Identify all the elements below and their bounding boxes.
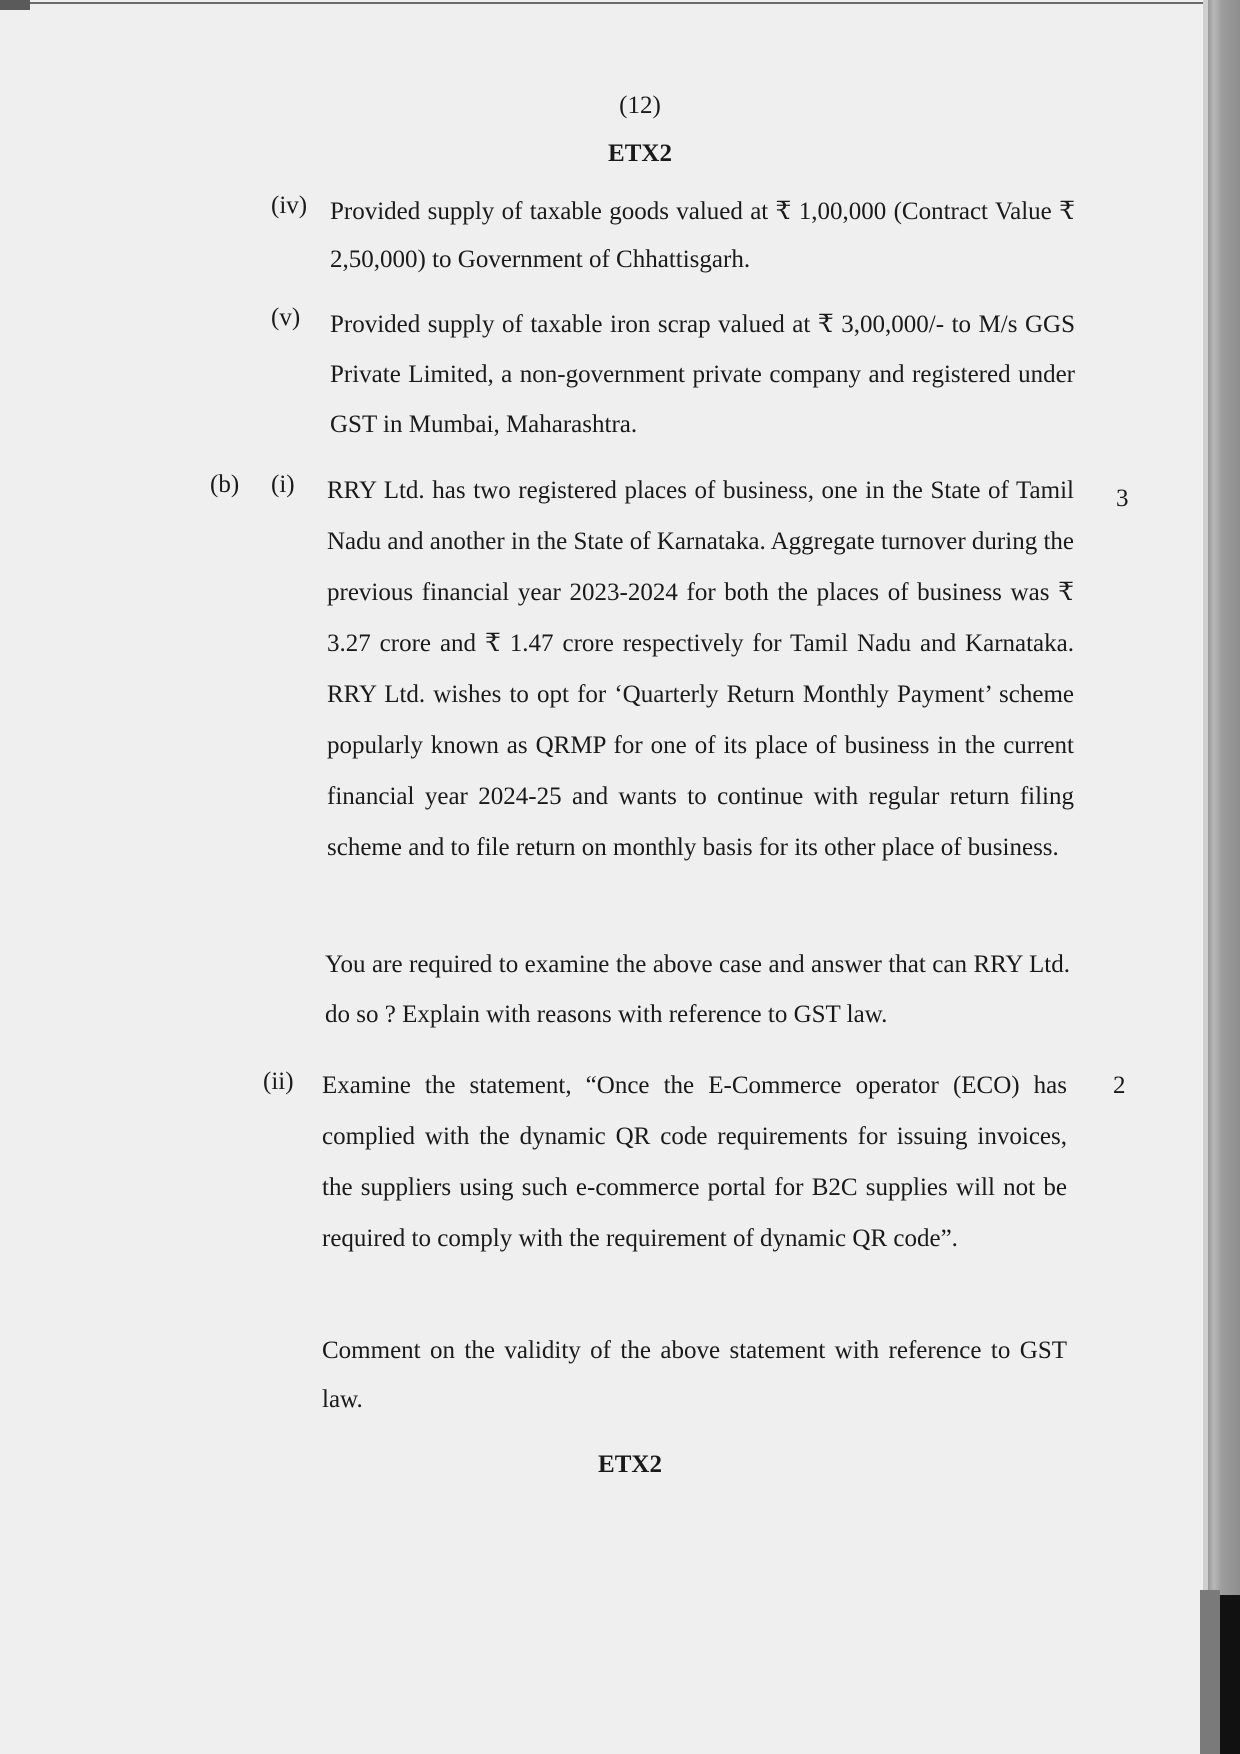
item-b-ii-question: Comment on the validity of the above statement with reference to GST law. [322, 1337, 1067, 1413]
item-b-i-marks: 3 [1116, 485, 1129, 512]
scan-top-edge [0, 2, 1205, 4]
item-iv-label: (iv) [271, 192, 308, 219]
scan-bottom-shadow [1200, 1590, 1220, 1754]
item-b-ii-text: Examine the statement, “Once the E-Commerce operator (ECO) has complied with the dynamic QR code requirements for issuing invoices, the suppliers using such e-commerce portal for B2C supplies will not be required to comply with the requirement of dynamic QR code”. [322, 1072, 1067, 1252]
scan-corner-mark [0, 0, 30, 10]
item-b-i-text: RRY Ltd. has two registered places of business, one in the State of Tamil Nadu and another in the State of Karnataka. Aggregate turnover during the previous financial year 2023-2024 for both the places of business was ₹ 3.27 crore and ₹ 1.47 crore respectively for Tamil Nadu and Karnataka. RRY Ltd. wishes to opt for ‘Quarterly Return Monthly Payment’ scheme popularly known as QRMP for one of its place of business in the current financial year 2024-25 and wants to continue with regular return filing scheme and to file return on monthly basis for its other place of business. [327, 477, 1074, 861]
scan-binding-shadow [1208, 0, 1240, 1754]
item-iv-text: Provided supply of taxable goods valued at ₹ 1,00,000 (Contract Value ₹ 2,50,000) to Government of Chhattisgarh. [330, 198, 1075, 273]
item-b-ii-label: (ii) [263, 1068, 294, 1095]
item-v-text: Provided supply of taxable iron scrap valued at ₹ 3,00,000/- to M/s GGS Private Limited, a non-government private company and registered under GST in Mumbai, Maharashtra. [330, 311, 1075, 438]
page-number: (12) [619, 92, 661, 119]
item-b-i-question: You are required to examine the above case and answer that can RRY Ltd. do so ? Explain with reasons with reference to GST law. [325, 951, 1070, 1028]
scan-dark-corner [1220, 1595, 1240, 1754]
paper-code-footer: ETX2 [598, 1451, 662, 1478]
item-v-label: (v) [271, 304, 301, 331]
paper-code-header: ETX2 [608, 140, 672, 167]
item-b-label: (b) [210, 471, 240, 498]
item-b-i-label: (i) [271, 471, 295, 498]
item-b-ii-marks: 2 [1113, 1072, 1126, 1099]
